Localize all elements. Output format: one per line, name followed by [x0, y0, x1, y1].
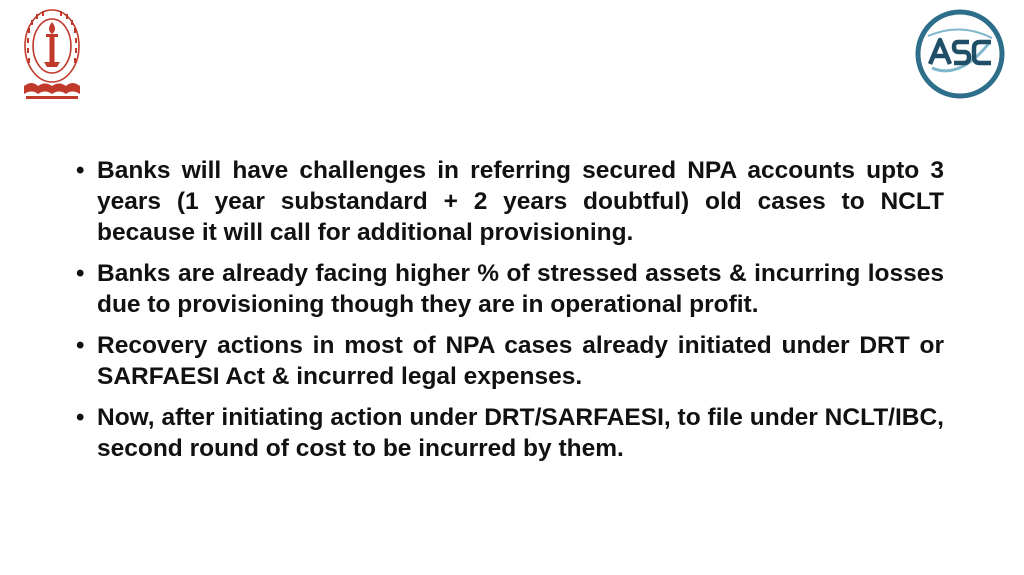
bullet-text: Banks will have challenges in referring secured NPA accounts upto 3 years (1 year substandard + 2 years doubtful) old cases to NCLT because it will call for additional provisioning. [97, 157, 944, 246]
bullet-list [76, 155, 944, 474]
bullet-text: Recovery actions in most of NPA cases already initiated under DRT or SARFAESI Act & incurred legal expenses. [97, 332, 944, 390]
bullet-icon: • [76, 260, 85, 287]
bullet-text: Banks are already facing higher % of stressed assets & incurring losses due to provisioning though they are in operational profit. [97, 260, 944, 318]
bullet-icon: • [76, 332, 85, 359]
bullet-item [76, 258, 944, 320]
bullet-icon: • [76, 404, 85, 431]
asc-logo-icon [914, 8, 1006, 100]
bullet-item [76, 330, 944, 392]
institute-logo-icon [20, 6, 84, 104]
bullet-item [76, 402, 944, 464]
bullet-icon: • [76, 157, 85, 184]
bullet-item [76, 155, 944, 248]
bullet-text: Now, after initiating action under DRT/SARFAESI, to file under NCLT/IBC, second round of cost to be incurred by them. [97, 404, 944, 462]
